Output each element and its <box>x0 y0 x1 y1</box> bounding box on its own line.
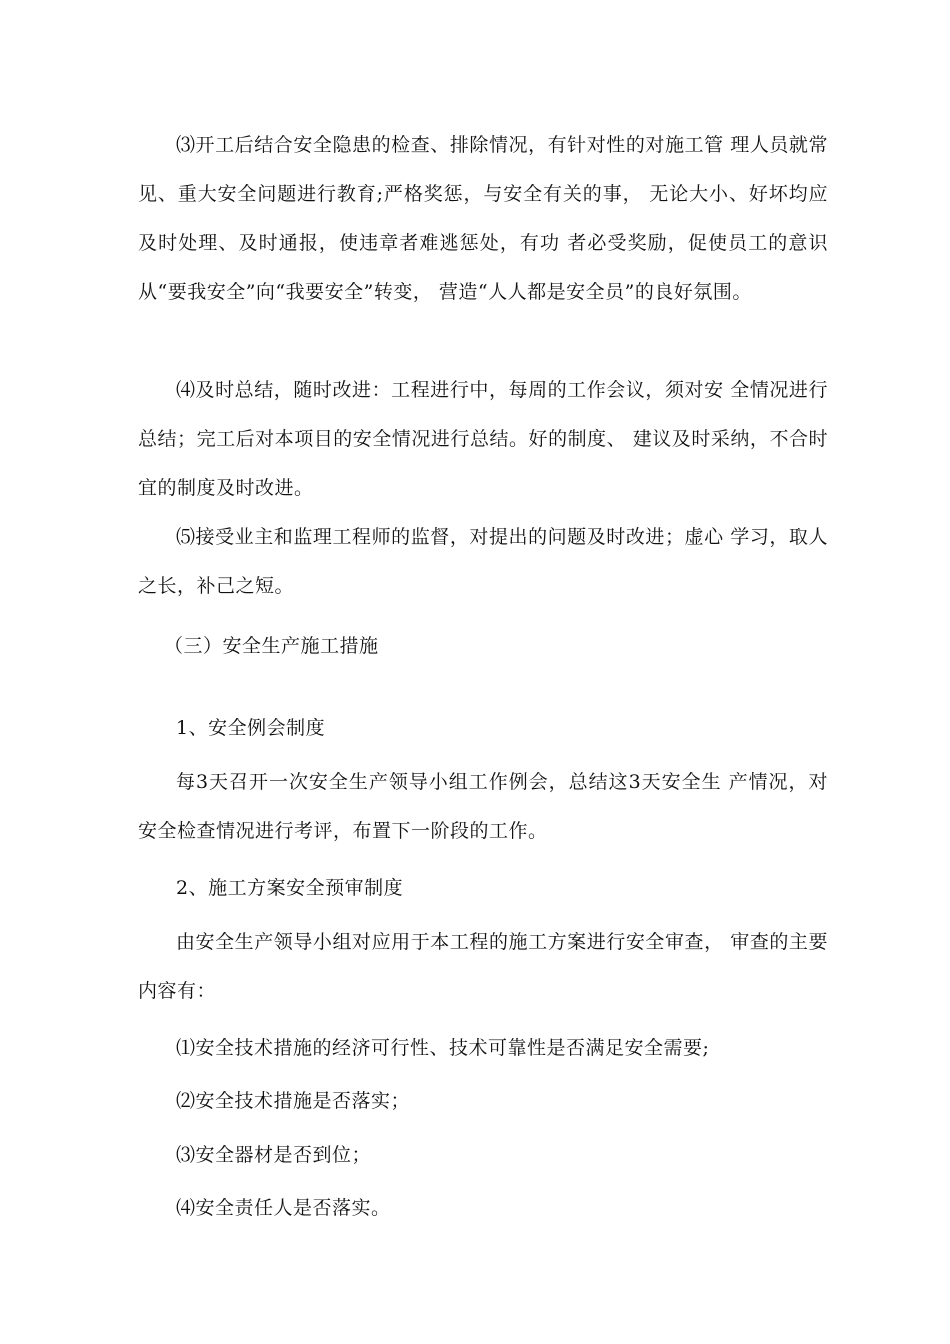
list-item-3: ⑶安全器材是否到位； <box>176 1144 372 1166</box>
section-heading-3: （三）安全生产施工措施 <box>164 635 379 657</box>
subheading-plan-review: 2、施工方案安全预审制度 <box>176 877 404 899</box>
paragraph-plan-review: 由安全生产领导小组对应用于本工程的施工方案进行安全审查， 审查的主要内容有： <box>138 931 828 1002</box>
subheading-safety-meeting: 1、安全例会制度 <box>176 717 326 739</box>
paragraph-safety-meeting: 每3天召开一次安全生产领导小组工作例会，总结这3天安全生 产情况，对安全检查情况进行考评，布置下一阶段的工作。 <box>138 771 828 842</box>
list-item-4: ⑷安全责任人是否落实。 <box>176 1197 391 1219</box>
list-item-2: ⑵安全技术措施是否落实； <box>176 1090 411 1112</box>
paragraph-item-5: ⑸接受业主和监理工程师的监督，对提出的问题及时改进；虚心 学习，取人之长，补己之短。 <box>138 526 828 597</box>
paragraph-item-4: ⑷及时总结，随时改进：工程进行中，每周的工作会议，须对安 全情况进行总结；完工后对本项目的安全情况进行总结。好的制度、 建议及时采纳，不合时宜的制度及时改进。 <box>138 379 828 499</box>
paragraph-item-3: ⑶开工后结合安全隐患的检查、排除情况，有针对性的对施工管 理人员就常见、重大安全问题进行教育;严格奖惩，与安全有关的事， 无论大小、好坏均应及时处理、及时通报，使违章者难逃惩处，有功 者必受奖励，促使员工的意识从“要我安全”向“我要安全”转变， 营造“人人都是安全员”的良好氛围。 <box>138 134 828 303</box>
list-item-1: ⑴安全技术措施的经济可行性、技术可靠性是否满足安全需要; <box>176 1037 710 1059</box>
